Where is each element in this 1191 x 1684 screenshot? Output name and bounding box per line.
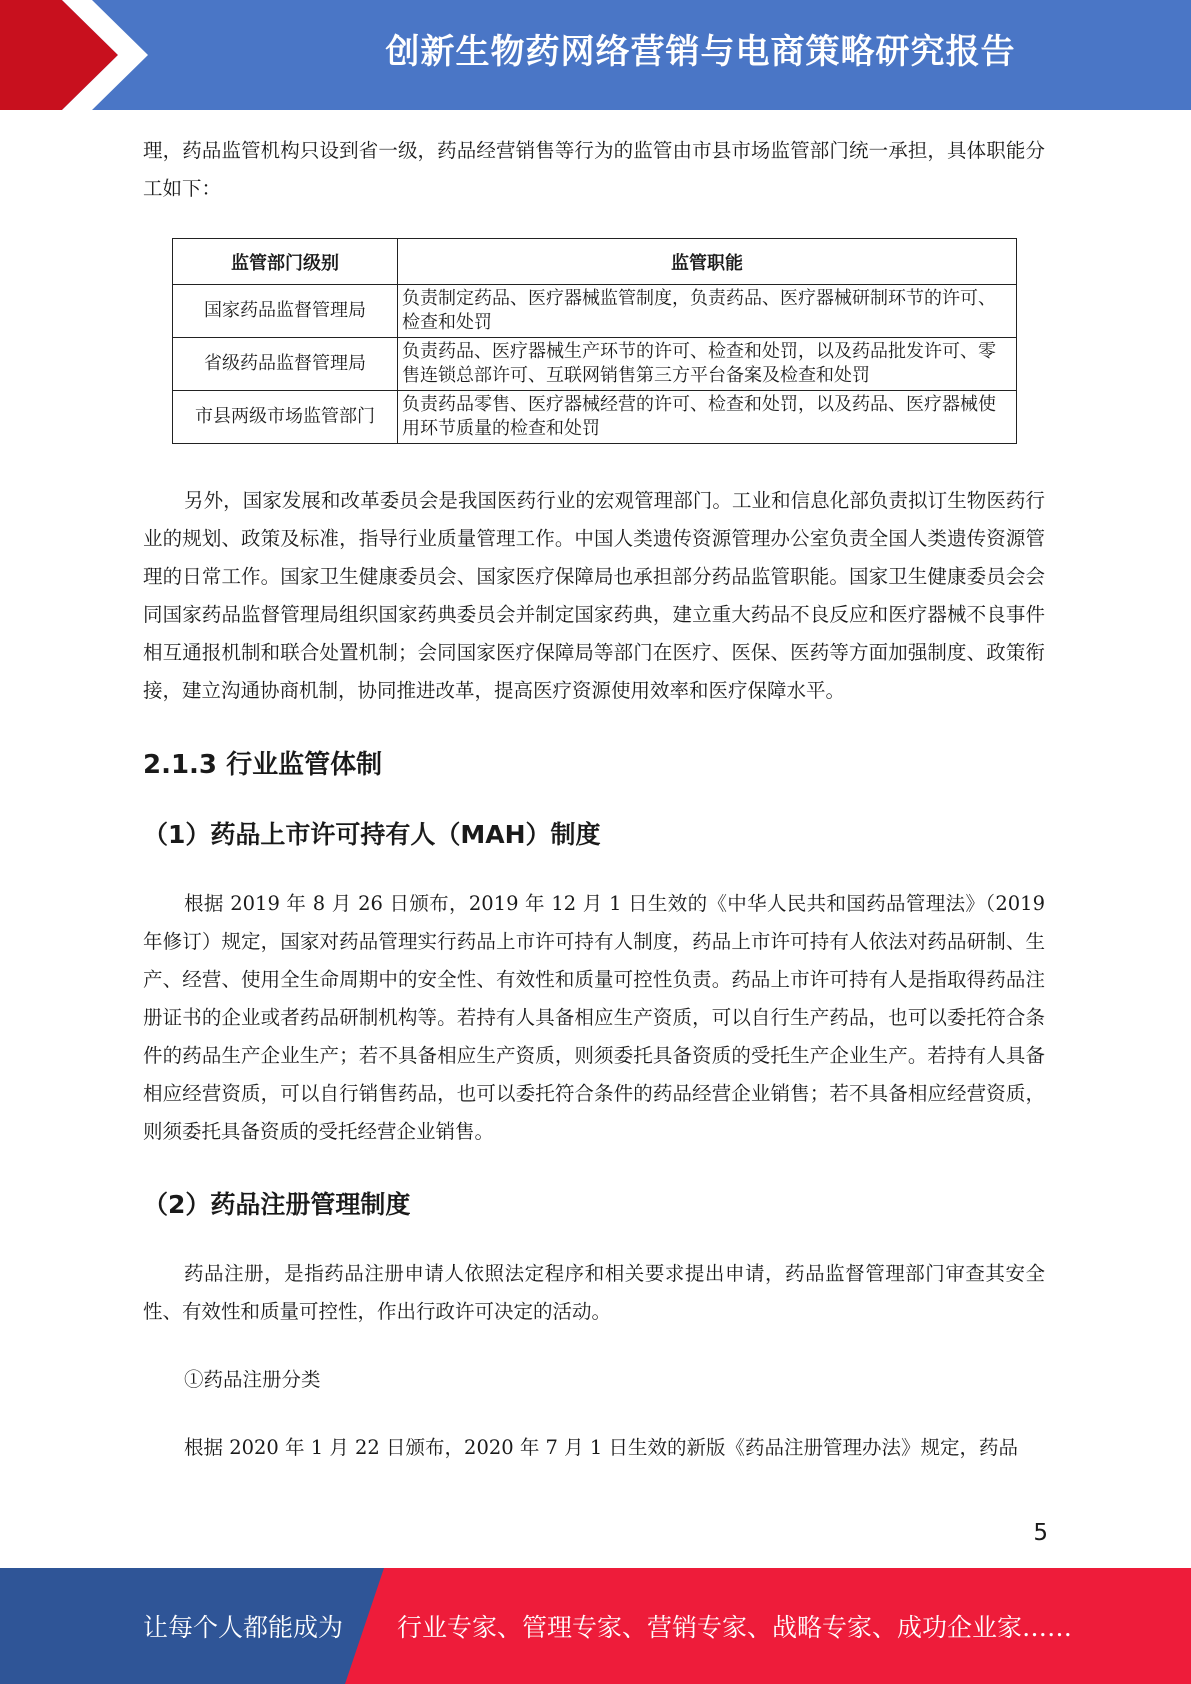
table-header-row xyxy=(173,239,1017,285)
footer-slogan-left: 让每个人都能成为 xyxy=(143,1613,344,1642)
intro-paragraph: 理，药品监管机构只设到省一级，药品经营销售等行为的监管由市县市场监管部门统一承担，具体职能分工如下： xyxy=(143,139,1045,200)
column-header-duty: 监管职能 xyxy=(398,239,1017,285)
table-row xyxy=(173,338,1017,391)
column-header-level: 监管部门级别 xyxy=(173,239,398,285)
section-heading: 2.1.3 行业监管体制 xyxy=(143,750,383,780)
registration-paragraph-2: 根据 2020 年 1 月 22 日颁布，2020 年 7 月 1 日生效的新版《药品注册管理办法》规定，药品 xyxy=(184,1436,1018,1459)
page-header xyxy=(0,0,1191,110)
mah-paragraph: 根据 2019 年 8 月 26 日颁布，2019 年 12 月 1 日生效的《中华人民共和国药品管理法》（2019 年修订）规定，国家对药品管理实行药品上市许可持有人制度，药品上市许可持有人依法对药品研制、生产、经营、使用全生命周期中的安全性、有效性和质量可控性负责。药品上市许可持有人是指取得药品注册证书的企业或者药品研制机构等。若持有人具备相应生产资质，可以自行生产药品，也可以委托符合条件的药品生产企业生产；若不具备相应生产资质，则须委托具备资质的受托生产企业生产。若持有人具备相应经营资质，可以自行销售药品，也可以委托符合条件的药品经营企业销售；若不具备相应经营资质，则须委托具备资质的受托经营企业销售。 xyxy=(143,892,1045,1143)
cell-level: 省级药品监督管理局 xyxy=(173,338,398,391)
page-content xyxy=(143,132,1045,1467)
table-row xyxy=(173,285,1017,338)
cell-duty: 负责制定药品、医疗器械监管制度，负责药品、医疗器械研制环节的许可、检查和处罚 xyxy=(398,285,1017,338)
regulator-table xyxy=(172,238,1017,444)
registration-paragraph: 药品注册，是指药品注册申请人依照法定程序和相关要求提出申请，药品监督管理部门审查其安全性、有效性和质量可控性，作出行政许可决定的活动。 xyxy=(143,1262,1045,1323)
ndrc-paragraph: 另外，国家发展和改革委员会是我国医药行业的宏观管理部门。工业和信息化部负责拟订生物医药行业的规划、政策及标准，指导行业质量管理工作。中国人类遗传资源管理办公室负责全国人类遗传资源管理的日常工作。国家卫生健康委员会、国家医疗保障局也承担部分药品监管职能。国家卫生健康委员会会同国家药品监督管理局组织国家药典委员会并制定国家药典，建立重大药品不良反应和医疗器械不良事件相互通报机制和联合处置机制；会同国家医疗保障局等部门在医疗、医保、医药等方面加强制度、政策衔接，建立沟通协商机制，协同推进改革，提高医疗资源使用效率和医疗保障水平。 xyxy=(143,489,1045,702)
header-title: 创新生物药网络营销与电商策略研究报告 xyxy=(385,32,1016,72)
cell-level: 国家药品监督管理局 xyxy=(173,285,398,338)
cell-duty: 负责药品零售、医疗器械经营的许可、检查和处罚，以及药品、医疗器械使用环节质量的检查和处罚 xyxy=(398,391,1017,444)
mah-heading: （1）药品上市许可持有人（MAH）制度 xyxy=(143,820,601,849)
registration-heading: （2）药品注册管理制度 xyxy=(143,1190,411,1219)
cell-duty: 负责药品、医疗器械生产环节的许可、检查和处罚，以及药品批发许可、零售连锁总部许可、互联网销售第三方平台备案及检查和处罚 xyxy=(398,338,1017,391)
page-number: 5 xyxy=(1033,1520,1048,1546)
cell-level: 市县两级市场监管部门 xyxy=(173,391,398,444)
footer-slogan-right: 行业专家、管理专家、营销专家、战略专家、成功企业家…… xyxy=(397,1613,1073,1642)
registration-item-1: ①药品注册分类 xyxy=(184,1368,321,1391)
table-row xyxy=(173,391,1017,444)
page-footer xyxy=(0,1568,1191,1684)
